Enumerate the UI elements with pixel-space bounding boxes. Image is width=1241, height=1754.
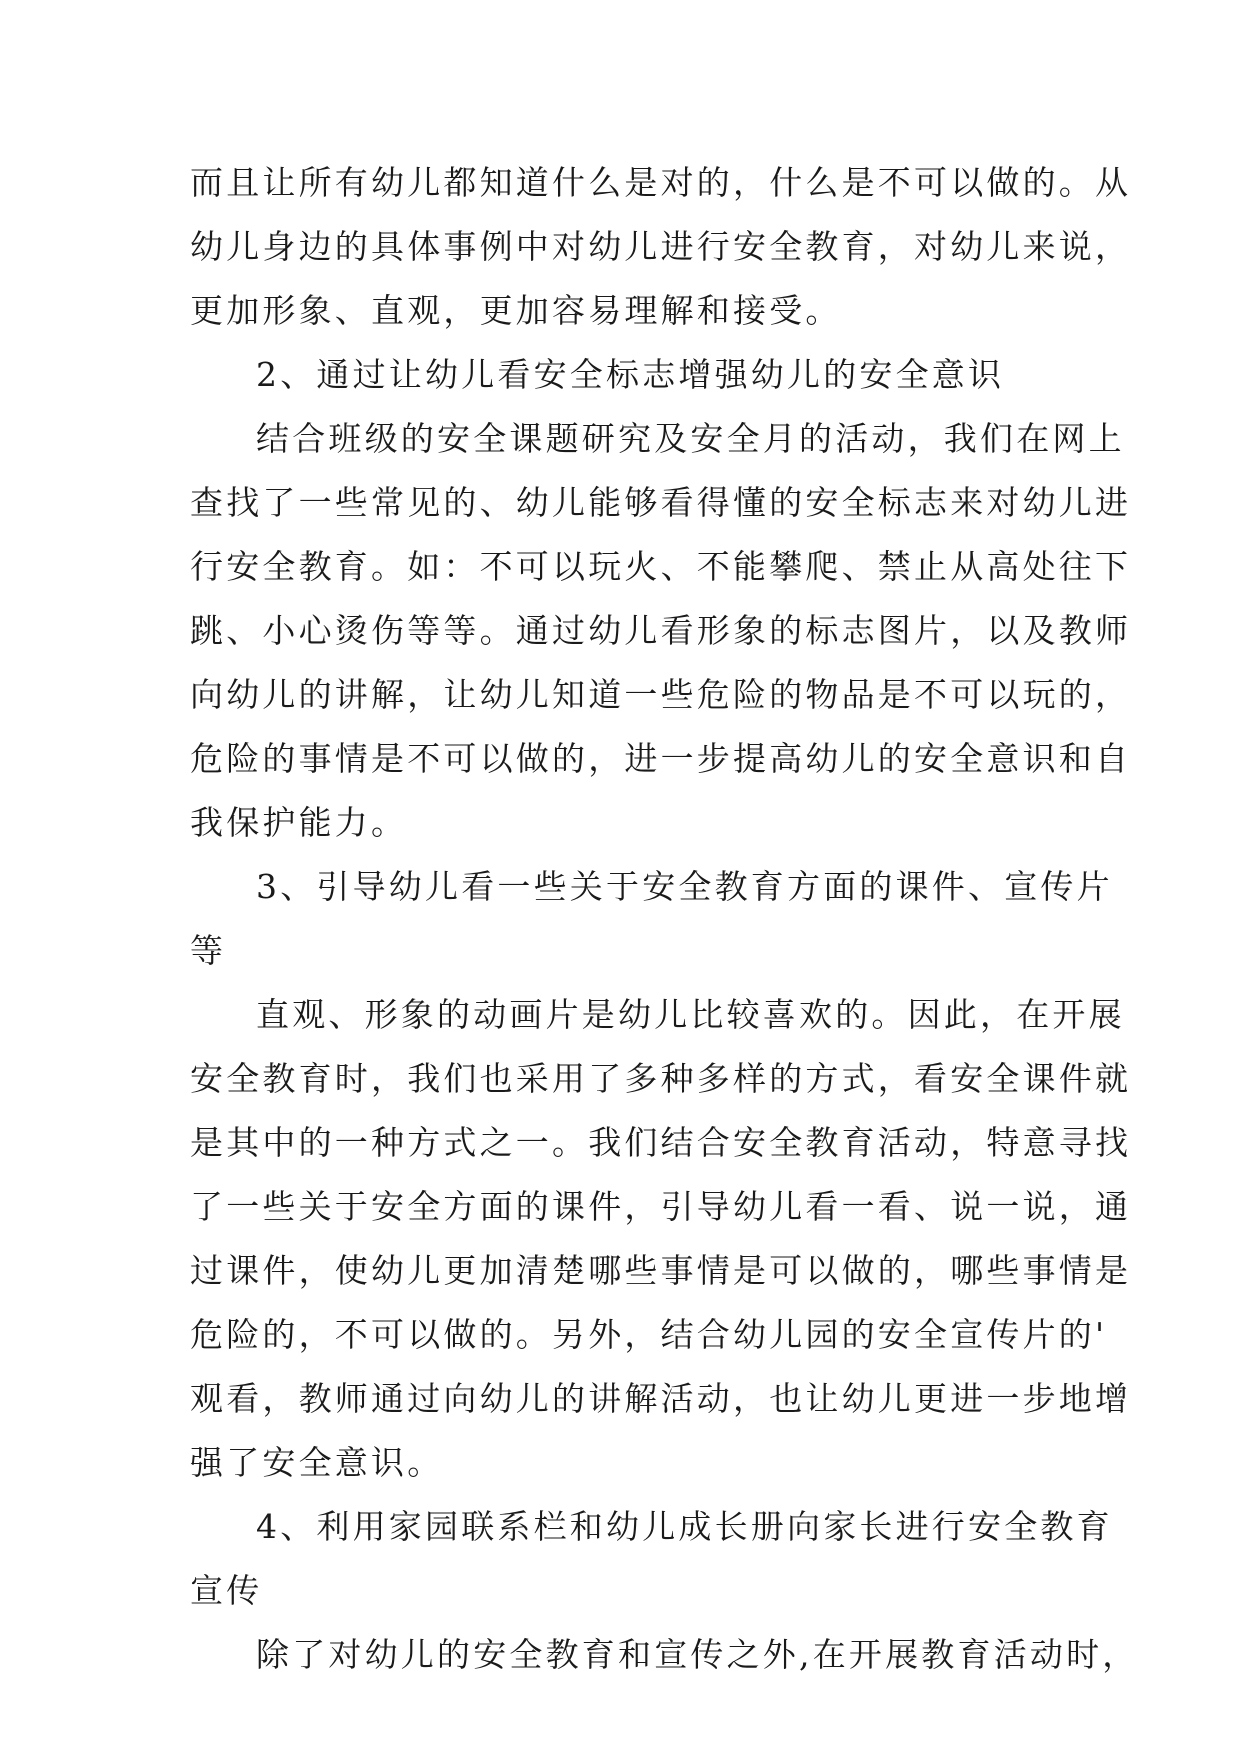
text-line: 直观、形象的动画片是幼儿比较喜欢的。因此，在开展 xyxy=(256,995,1125,1034)
text-line: 了一些关于安全方面的课件，引导幼儿看一看、说一说，通 xyxy=(190,1187,1132,1226)
text-line: 查找了一些常见的、幼儿能够看得懂的安全标志来对幼儿进 xyxy=(190,483,1132,522)
section-heading: 2、通过让幼儿看安全标志增强幼儿的安全意识 xyxy=(256,355,1005,394)
text-line: 危险的，不可以做的。另外，结合幼儿园的安全宣传片的' xyxy=(190,1315,1108,1354)
section-heading-continued: 宣传 xyxy=(190,1571,263,1610)
text-line: 行安全教育。如：不可以玩火、不能攀爬、禁止从高处往下 xyxy=(190,547,1132,586)
text-line: 我保护能力。 xyxy=(190,803,408,842)
text-line: 向幼儿的讲解，让幼儿知道一些危险的物品是不可以玩的， xyxy=(190,675,1132,714)
text-line: 跳、小心烫伤等等。通过幼儿看形象的标志图片，以及教师 xyxy=(190,611,1132,650)
section-heading: 4、利用家园联系栏和幼儿成长册向家长进行安全教育 xyxy=(256,1507,1113,1546)
text-line: 是其中的一种方式之一。我们结合安全教育活动，特意寻找 xyxy=(190,1123,1132,1162)
text-line: 危险的事情是不可以做的，进一步提高幼儿的安全意识和自 xyxy=(190,739,1132,778)
text-line: 观看，教师通过向幼儿的讲解活动，也让幼儿更进一步地增 xyxy=(190,1379,1132,1418)
text-line: 更加形象、直观，更加容易理解和接受。 xyxy=(190,291,842,330)
text-line: 除了对幼儿的安全教育和宣传之外,在开展教育活动时， xyxy=(256,1635,1139,1674)
text-line: 而且让所有幼儿都知道什么是对的，什么是不可以做的。从 xyxy=(190,163,1132,202)
text-line: 过课件，使幼儿更加清楚哪些事情是可以做的，哪些事情是 xyxy=(190,1251,1132,1290)
text-line: 幼儿身边的具体事例中对幼儿进行安全教育，对幼儿来说， xyxy=(190,227,1132,266)
section-heading: 3、引导幼儿看一些关于安全教育方面的课件、宣传片 xyxy=(256,867,1113,906)
text-line: 安全教育时，我们也采用了多种多样的方式，看安全课件就 xyxy=(190,1059,1132,1098)
text-line: 结合班级的安全课题研究及安全月的活动，我们在网上 xyxy=(256,419,1125,458)
text-line: 强了安全意识。 xyxy=(190,1443,444,1482)
section-heading-continued: 等 xyxy=(190,931,227,970)
